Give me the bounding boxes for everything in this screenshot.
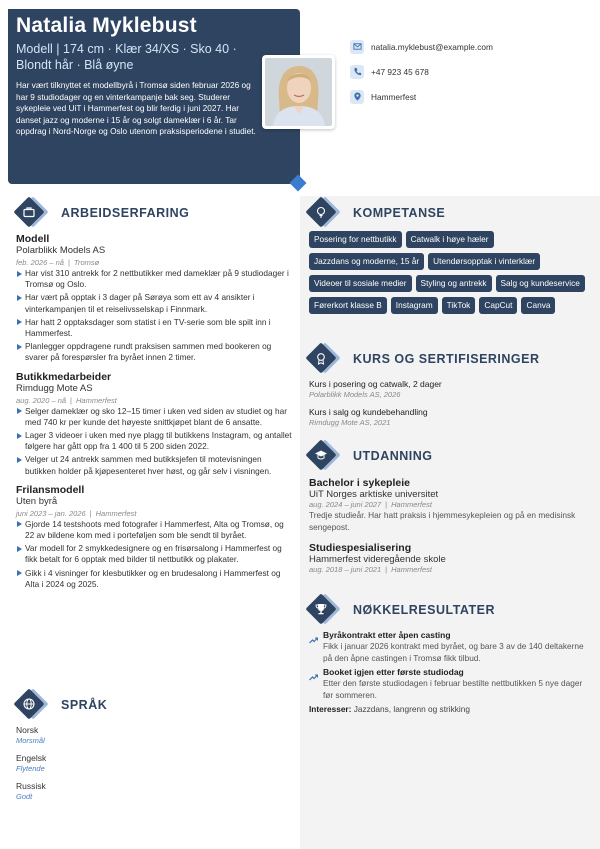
job-bullet: Har vært på opptak i 3 dager på Sørøya som ett av 4 ansikter i vinterkampanjen til et reiselivsselskap i Finnmark. (16, 292, 292, 314)
achievement-description: Etter den første studiodagen i februar bestilte nettbutikken 5 nye dager før sommeren. (323, 678, 583, 700)
experience-list (16, 233, 292, 592)
portrait-image (265, 58, 332, 126)
education-meta: aug. 2024 – juni 2027 | Hammerfest (309, 500, 432, 509)
job-bullet: Har hatt 2 opptaksdager som statist i en TV-serie som ble spilt inn i Hammerfest. (16, 317, 292, 339)
skill-tag: Styling og antrekk (416, 275, 492, 292)
job-place: Hammerfest (76, 395, 117, 405)
education-title: UTDANNING (353, 449, 433, 463)
job-bullet: Gikk i 4 visninger for klesbutikker og en brudesalong i Hammerfest og Alta i 2024 og 2025. (16, 568, 292, 590)
header-card (8, 9, 300, 184)
skill-tag: Instagram (391, 297, 438, 314)
contact-list (350, 34, 493, 109)
achievement-item (309, 630, 593, 664)
job-bullet: Gjorde 14 testshoots med fotografer i Hammerfest, Alta og Tromsø, og 22 av bildene kom med i porteføljen som ble sendt til byrået. (16, 519, 292, 541)
lightbulb-icon (308, 198, 344, 228)
education-place: Hammerfest (391, 500, 432, 509)
course-item (309, 379, 593, 400)
experience-heading (16, 198, 189, 228)
language-item (16, 781, 292, 802)
trend-up-icon (309, 667, 323, 701)
course-name: Kurs i salg og kundebehandling (309, 407, 428, 417)
email-icon (350, 40, 364, 54)
job-title: Butikkmedarbeider (16, 370, 112, 383)
job-company: Polarblikk Models AS (16, 245, 106, 256)
job-entry (16, 371, 292, 477)
profile-photo (262, 55, 335, 129)
skill-tag: TikTok (442, 297, 476, 314)
course-provider: Rimdugg Mote AS, 2021 (309, 418, 391, 427)
course-name: Kurs i posering og catwalk, 2 dager (309, 379, 442, 389)
education-school: Hammerfest videregående skole (309, 554, 446, 565)
education-school: UiT Norges arktiske universitet (309, 489, 439, 500)
job-bullets (16, 406, 292, 477)
job-bullets (16, 268, 292, 364)
courses-heading (308, 344, 540, 374)
job-place: Tromsø (73, 258, 100, 267)
course-item (309, 407, 593, 428)
trend-up-icon (309, 630, 323, 664)
job-dates: juni 2023 – jan. 2026 (16, 508, 86, 518)
job-meta: aug. 2020 – nå | Hammerfest (16, 395, 117, 405)
job-title: Frilansmodell (16, 483, 85, 496)
language-item (16, 725, 292, 746)
job-bullet: Lager 3 videoer i uken med nye plagg til butikkens Instagram, og antallet følgere har gått opp fra 1 400 til 5 200 siden 2022. (16, 430, 292, 452)
job-place: Hammerfest (95, 508, 137, 518)
achievements-list (309, 630, 593, 715)
job-entry (16, 233, 292, 364)
languages-title: SPRÅK (61, 698, 108, 712)
job-entry (16, 484, 292, 590)
education-dates: aug. 2024 – juni 2027 (309, 500, 382, 509)
graduation-cap-icon (308, 441, 344, 471)
courses-title: KURS OG SERTIFISERINGER (353, 352, 540, 366)
education-heading (308, 441, 433, 471)
skill-tag: Catwalk i høye hæler (406, 231, 494, 248)
briefcase-icon (16, 198, 52, 228)
location-pin-icon (350, 90, 364, 104)
phone-text: +47 923 45 678 (371, 66, 429, 77)
job-bullets (16, 519, 292, 590)
email-text: natalia.myklebust@example.com (371, 41, 493, 52)
contact-email[interactable] (350, 34, 493, 59)
skill-tag: Canva (521, 297, 555, 314)
trophy-icon (308, 595, 344, 625)
course-provider: Polarblikk Models AS, 2026 (309, 390, 401, 399)
language-name: Russisk (16, 781, 46, 791)
achievement-description: Fikk i januar 2026 kontrakt med byrået, og bare 3 av de 140 deltakerne på den åpne castingen i Tromsø fikk tilbud. (323, 641, 584, 663)
achievement-title: Byråkontrakt etter åpen casting (323, 630, 451, 640)
globe-icon (16, 690, 52, 720)
skill-tag: Utendørsopptak i vinterklær (428, 253, 540, 270)
job-bullet: Planlegger oppdragene rundt praksisen sammen med bookeren og svarer på forespørsler fra byrået innen 2 timer. (16, 341, 292, 363)
job-bullet: Velger ut 24 antrekk sammen med butikksjefen til motevisningen butikken holder på kjøpesenteret hver høst, og går selv i visningen. (16, 454, 292, 476)
job-bullet: Var modell for 2 smykkedesignere og en frisørsalong i Hammerfest og fikk betalt for 6 opptak med bilder til nettbutikk og plakater. (16, 543, 292, 565)
job-meta: juni 2023 – jan. 2026 | Hammerfest (16, 508, 137, 518)
job-bullet: Selger dameklær og sko 12–15 timer i uken ved siden av studiet og har med 740 kr per kunde det høyeste snittkjøpet blant de 6 ansatte. (16, 406, 292, 428)
education-degree: Bachelor i sykepleie (309, 477, 410, 489)
interests-line (309, 704, 593, 715)
candidate-name: Natalia Myklebust (16, 14, 197, 37)
languages-list (16, 725, 292, 809)
certificate-icon (308, 344, 344, 374)
education-dates: aug. 2018 – juni 2021 (309, 565, 382, 574)
job-dates: aug. 2020 – nå (16, 395, 67, 405)
language-name: Engelsk (16, 753, 47, 763)
job-title: Modell (16, 233, 50, 245)
achievements-heading (308, 595, 495, 625)
language-level: Godt (16, 792, 33, 801)
skill-tag: CapCut (479, 297, 517, 314)
skills-heading (308, 198, 445, 228)
location-text: Hammerfest (371, 91, 417, 102)
interests-text: Jazzdans, langrenn og strikking (353, 704, 470, 714)
contact-location (350, 84, 493, 109)
language-name: Norsk (16, 725, 39, 735)
education-entry (309, 542, 593, 575)
skill-tag: Førerkort klasse B (309, 297, 387, 314)
job-dates: feb. 2026 – nå (16, 258, 64, 267)
phone-icon (350, 65, 364, 79)
achievements-title: NØKKELRESULTATER (353, 603, 496, 617)
profile-summary: Har vært tilknyttet et modellbyrå i Tromsø siden februar 2026 og har 9 studiodager og en vinterkampanje bak seg. Studerer sykepleie ved UiT i Hammerfest og blir ferdig i juni 2027. Har danset jazz og moderne i 15 år og solgt dameklær i 6 år. Tar oppdrag i Nord-Norge og Oslo utenom praksisperiodene i studiet. (16, 80, 256, 137)
languages-heading (16, 690, 107, 720)
skill-tag: Jazzdans og moderne, 15 år (309, 253, 424, 270)
skills-title: KOMPETANSE (353, 206, 446, 220)
education-place: Hammerfest (391, 565, 432, 574)
contact-phone[interactable] (350, 59, 493, 84)
interests-label: Interesser: (309, 704, 352, 714)
education-list (309, 477, 593, 575)
skill-tag: Salg og kundeservice (496, 275, 585, 292)
education-description: Tredje studieår. Har hatt praksis i hjemmesykepleien og på en medisinsk sengepost. (309, 510, 576, 532)
education-meta: aug. 2018 – juni 2021 | Hammerfest (309, 565, 432, 574)
job-meta: feb. 2026 – nå | Tromsø (16, 258, 100, 267)
courses-list (309, 379, 593, 435)
job-company: Rimdugg Mote AS (16, 382, 93, 394)
job-bullet: Har vist 310 antrekk for 2 nettbutikker med dameklær på 9 studiodager i Tromsø og Oslo. (16, 268, 292, 290)
experience-title: ARBEIDSERFARING (61, 206, 190, 220)
education-entry (309, 477, 593, 533)
skill-tag: Posering for nettbutikk (309, 231, 402, 248)
language-item (16, 753, 292, 774)
skills-tag-list (309, 231, 594, 319)
language-level: Flytende (16, 764, 45, 773)
achievement-item (309, 667, 593, 701)
achievement-title: Booket igjen etter første studiodag (323, 667, 464, 677)
candidate-subtitle: Modell | 174 cm · Klær 34/XS · Sko 40 · Blondt hår · Blå øyne (16, 42, 237, 72)
skill-tag: Videoer til sosiale medier (309, 275, 412, 292)
education-degree: Studiespesialisering (309, 542, 412, 554)
job-company: Uten byrå (16, 495, 58, 507)
language-level: Morsmål (16, 736, 45, 745)
